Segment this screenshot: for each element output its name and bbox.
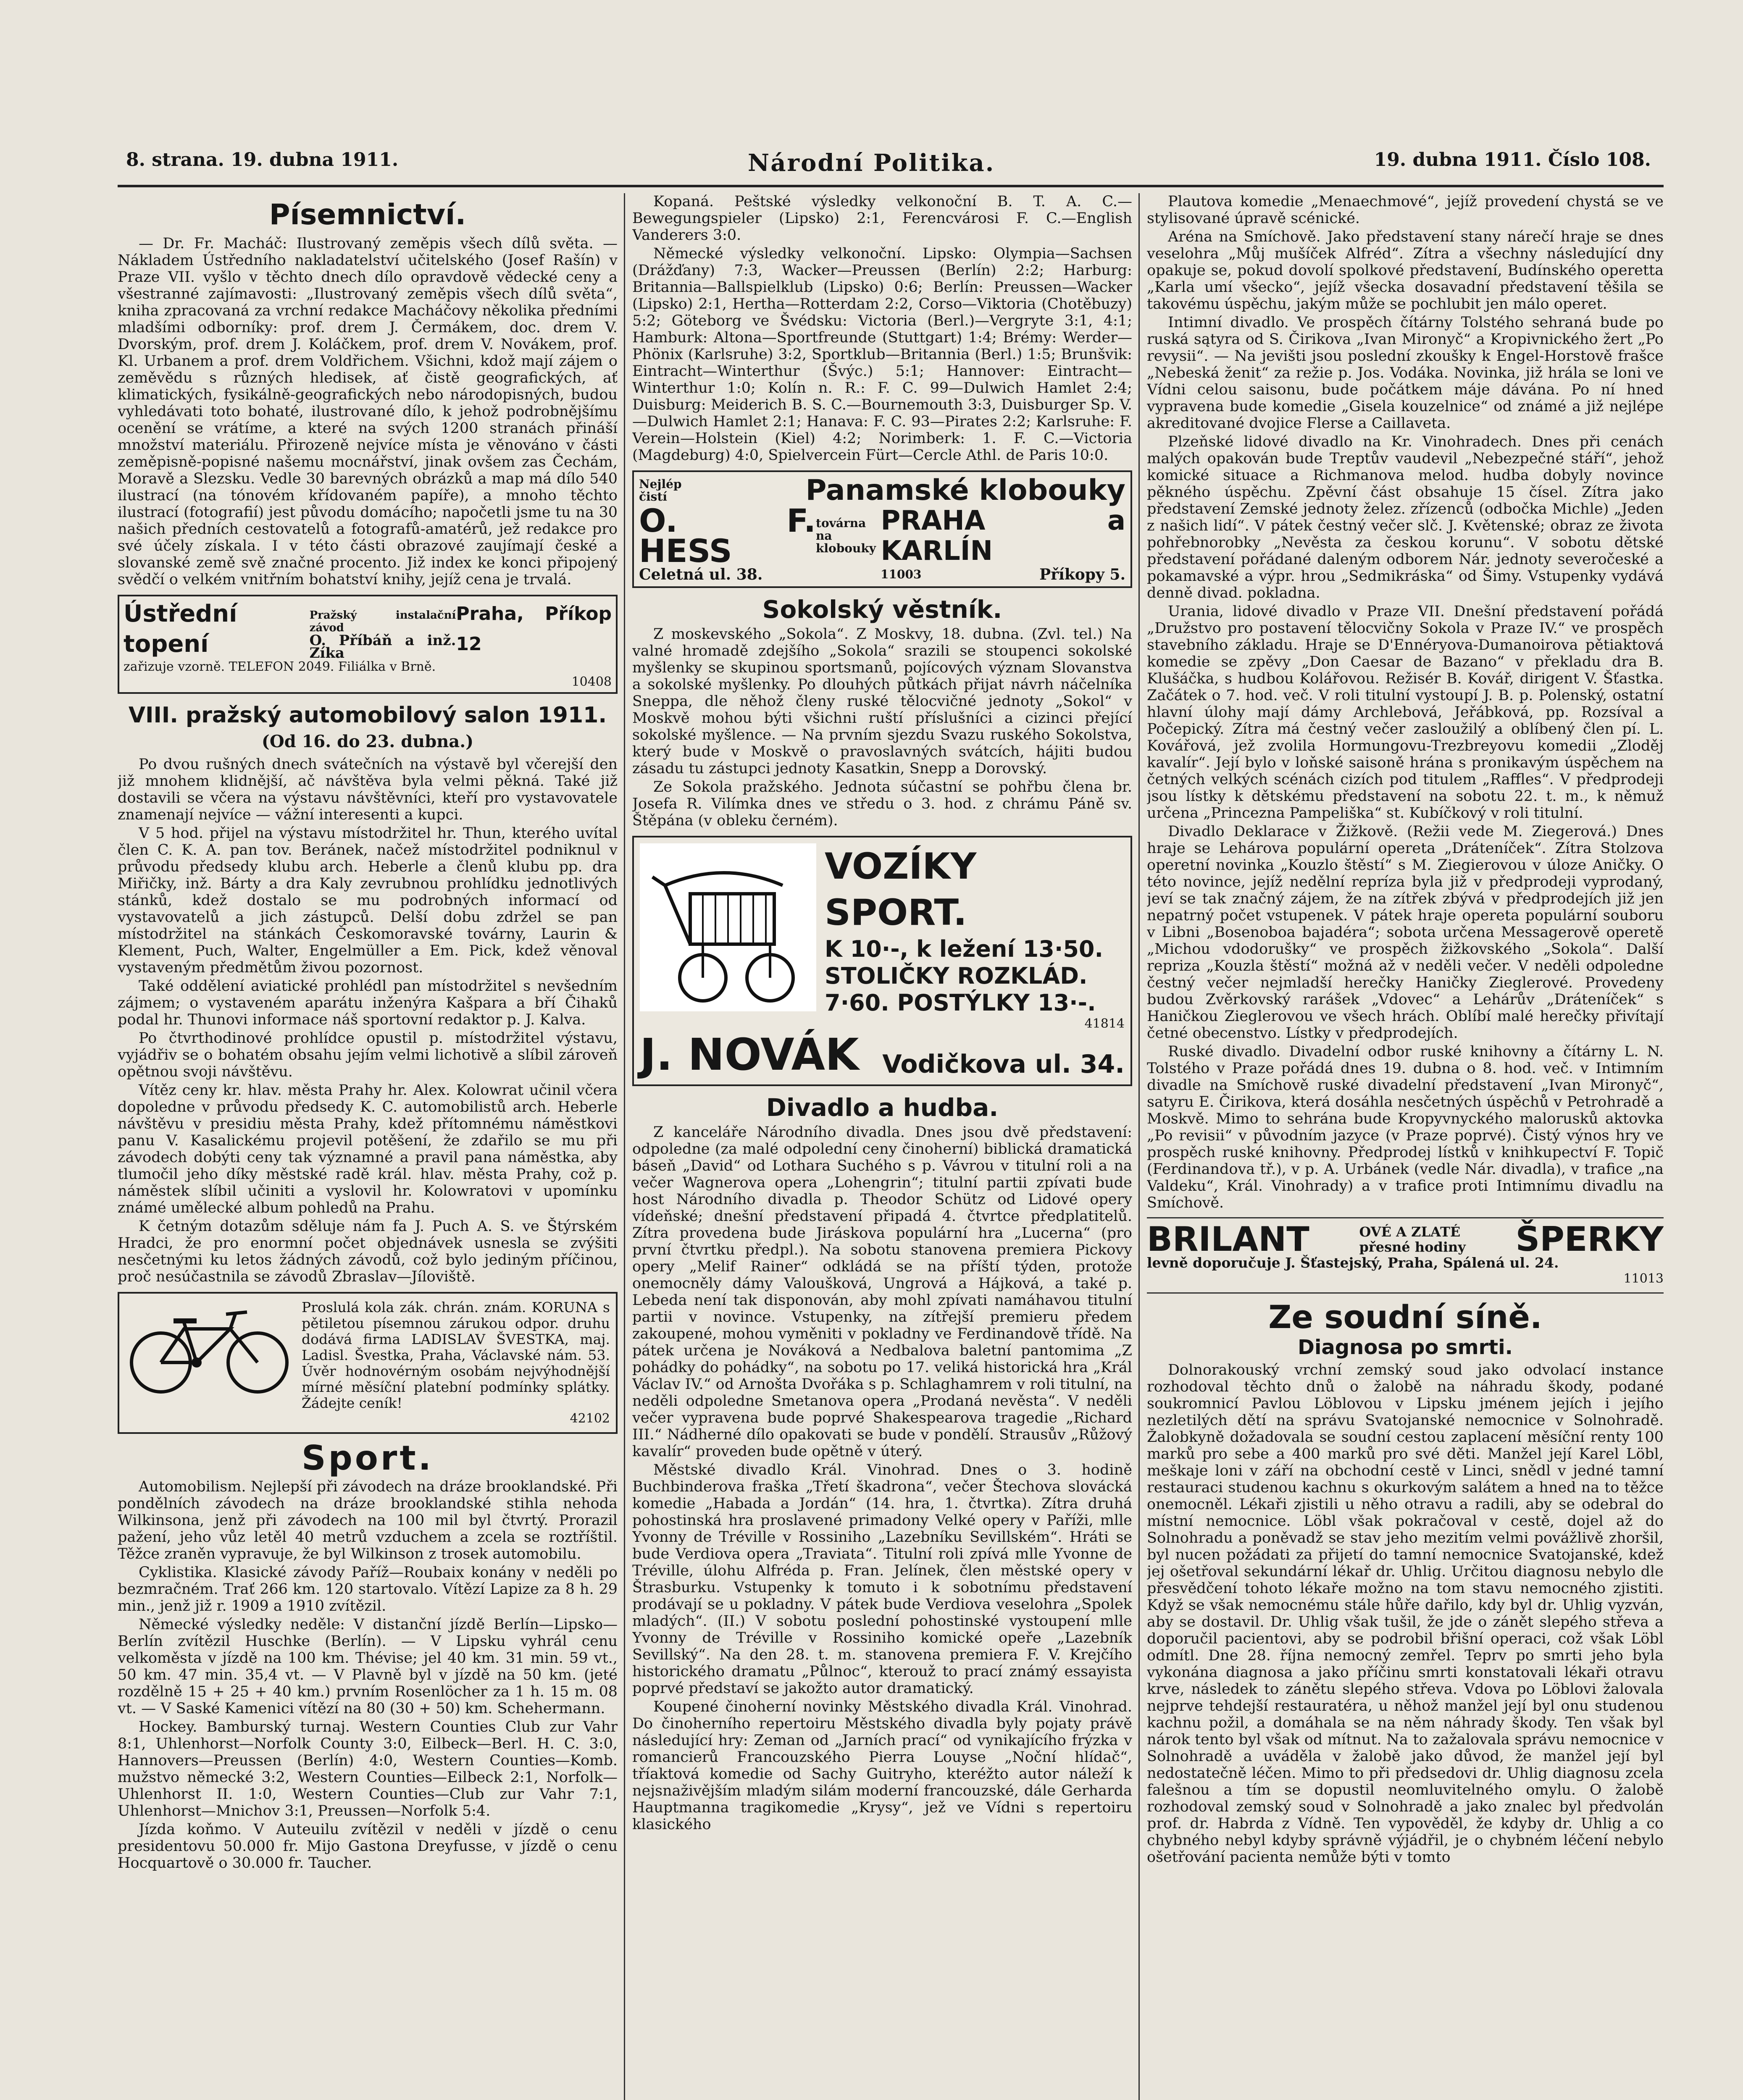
section-heading-pisemnictvi: Písemnictví. <box>269 198 466 231</box>
column-1 <box>118 193 618 2100</box>
pram-ad-number: 41814 <box>1084 1016 1125 1031</box>
hat-ad-number: 11003 <box>881 567 922 581</box>
brilant-ad-number: 11013 <box>1623 1271 1664 1286</box>
newspaper-page <box>118 145 1664 2100</box>
ad-voziky-sport <box>632 836 1132 1086</box>
article-paragraph: — Dr. Fr. Macháč: Ilustrovaný zeměpis všech dílů světa. — Nákladem Ústředního nakladatelství učitelského (Josef Rašín) v Praze VII. vyšlo v těchto dnech dílo opravdově vědecké ceny a všestranné zajímavosti: „Ilustrovaný zeměpis všech dílů světa“, kniha zpracovaná za vrchní redakce Macháčovy několika předními mladšími odborníky: prof. drem J. Čermákem, doc. drem V. Dvorským, prof. drem J. Koláčkem, prof. drem V. Novákem, prof. Kl. Urbanem a prof. drem Voldřichem. Všichni, kdož mají zájem o zeměvědu s různých hledisek, ať čistě geografických, ať klimatických, fysikálně-geografických nebo národopisných, budou vyhledávati toto bohaté, ilustrované dílo, k jehož podrobnějšímu ocenění se vrátíme, a které na svých 1200 stranách přináší množství materiálu. Přirozeně nejvíce místa je věnováno v části zeměpisně-popisné našemu mocnářství, jinak ovšem zas Čechám, Moravě a Slezsku. Vedle 30 barevných obrázků a map má dílo 540 ilustrací (na tónovém křídovaném papíře), a mnoho těchto ilustrací (fotografií) jest původu domácího; napočetli jsme tu na 30 našich předních cestovatelů a fotografů-amatérů, jež redakce pro své účely získala. I v této části obrazové zaujímají české a slovanské země svě značné procento. Již index ke konci připojený svědčí o velkém vnitřním bohatství knihy, jejíž cena je trvalá. <box>118 235 618 588</box>
pram-ad-price-1: K 10·-, k ležení 13·50. <box>825 936 1104 962</box>
hat-ad-top: Nejlép čistí <box>639 477 682 504</box>
article-paragraph: Cyklistika. Klasické závody Paříž—Roubaix konány v neděli po bezmračném. Trať 266 km. 120 startovalo. Vítězí Lapize za 8 h. 29 min., jenž již r. 1909 a 1910 zvítězil. <box>118 1564 618 1614</box>
column-divider-1 <box>624 193 625 2100</box>
header-right: 19. dubna 1911. Číslo 108. <box>1374 149 1651 171</box>
column-divider-2 <box>1138 193 1140 2100</box>
article-paragraph: Také oddělení aviatické prohlédl pan místodržitel s nevšedním zájmem; o vystaveném aparátu inženýra Kašpara a bří Čihaků podal hr. Thunovi informace náš sportovní redaktor p. J. Kalva. <box>118 978 618 1028</box>
hat-ad-city: PRAHA a KARLÍN <box>881 505 1125 567</box>
article-paragraph: Ruské divadlo. Divadelní odbor ruské knihovny a čítárny L. N. Tolstého v Praze pořádá dnes 19. dubna o 8. hod. več. v Intimním divadle na Smíchově ruské divadelní představení „Ivan Mironyč“, satyru E. Čirikova, která dosáhla nesčetných úspěchů v Petrohradě a Moskvě. Mimo to sehrána bude Kropyvnyckého malorusků aktovka „Po revisii“ v původním jazyce (v Praze poprvé). Čistý výnos hry ve prospěch ruské knihovny. Předprodej lístků v knihkupectví F. Topič (Ferdinandova tř.), v p. A. Urbánek (vedle Nár. divadla), v trafice „na Valdeku“, Král. Vinohrady) a v trafice proti Intimnímu divadlu na Smíchově. <box>1147 1043 1664 1211</box>
section-heading-soudni: Ze soudní síně. <box>1268 1298 1542 1336</box>
brilant-ad-line: levně doporučuje J. Šťastejský, Praha, Spálená ul. 24. <box>1147 1255 1559 1271</box>
article-paragraph: V 5 hod. přijel na výstavu místodržitel hr. Thun, kterého uvítal člen C. K. A. pan tov. Beránek, načež místodržitel podniknul v průvodu předsedy klubu arch. Heberle a členů klubu pp. dra Miřičky, inž. Bárty a dra Kaly zevrubnou prohlídku jednotlivých stánků, kdež dostalo se mu podrobných informací od vystavovatelů a jich zástupců. Delší dobu zdržel se pan místodržitel na stánkách Českomoravské továrny, Laurin & Klement, Puch, Walter, Engelmüller a Em. Pick, kdež věnoval vystaveným předmětům živou pozornost. <box>118 825 618 976</box>
brilant-ad-mid-1: OVÉ A ZLATÉ <box>1359 1224 1461 1240</box>
brilant-ad-right: ŠPERKY <box>1515 1220 1664 1259</box>
column-3 <box>1147 193 1664 2100</box>
article-paragraph: Městské divadlo Král. Vinohrad. Dnes o 3. hodině Buchbinderova fraška „Třetí škadrona“, večer Štechova slovácká komedie „Habada a Jordán“ (14. hra, 1. čtvrtka). Zítra druhá pohostinská hra proslavené primadony Velké opery v Paříži, mlle Yvonny de Tréville v Rossiniho „Lazebníku Sevillském“. Hráti se bude Verdiova opera „Traviata“. Titulní roli zpívá mlle Yvonne de Tréville, úlohu Alfréda p. Fran. Jelínek, člen městské opery v Štrasburku. Vstupenky k tomuto i k sobotnímu představení prodávají se u pokladny. V pátek bude Verdiova veselohra „Spolek mladých“. (II.) V sobotu poslední pohostinské vystoupení mlle Yvonny de Tréville v Rossiniho komické opeře „Lazebník Sevillský“. Na den 28. t. m. stanovena premiera F. V. Krejčího historického dramatu „Půlnoc“, kterouž to prací známý essayista poprvé představí se jakožto autor dramatický. <box>632 1462 1132 1697</box>
ad-subtitle: Pražský instalační závod <box>309 609 456 634</box>
section-heading-sport: Sport. <box>302 1438 434 1478</box>
pram-ad-company: J. NOVÁK <box>640 1029 859 1080</box>
section-heading-divadlo: Divadlo a hudba. <box>766 1093 999 1122</box>
pram-ad-address: Vodičkova ul. 34. <box>882 1050 1125 1079</box>
masthead-title: Národní Politika. <box>748 149 995 177</box>
ad-panamske-klobouky <box>632 470 1132 588</box>
page-header <box>118 145 1664 178</box>
ad-number: 10408 <box>571 675 612 689</box>
article-paragraph: Německé výsledky velkonoční. Lipsko: Olympia—Sachsen (Drážďany) 7:3, Wacker—Preussen (Berlín) 2:2; Harburg: Britannia—Ballspielklub (Lipsko) 0:6; Berlín: Preussen—Wacker (Lipsko) 2:1, Hertha—Rotterdam 2:2, Corso—Viktoria (Chotěbuzy) 5:2; Göteborg ve Švédsku: Victoria (Berl.)—Vergryte 3:1, 4:1; Hamburk: Altona—Sportfreunde (Stuttgart) 1:4; Brémy: Werder—Phönix (Karlsruhe) 3:2, Sportklub—Britannia (Berl.) 1:5; Brunšvik: Eintracht—Winterthur (Švýc.) 5:1; Hannover: Eintracht—Winterthur 1:0; Kolín n. R.: F. C. 99—Dulwich Hamlet 2:4; Duisburg: Meiderich B. S. C.—Bournemouth 3:3, Duisburger Sp. V.—Dulwich Hamlet 2:1; Hanava: F. C. 93—Pirates 2:2; Karlsruhe: F. Verein—Holstein (Kiel) 4:2; Norimberk: 1. F. C.—Victoria (Magdeburg) 4:0, Spielvercein Fürt—Cercle Athl. de Paris 10:0. <box>632 245 1132 464</box>
article-paragraph: Automobilism. Nejlepší při závodech na dráze brooklandské. Při pondělních závodech na dráze brooklandské stihla nehoda Wilkinsona, jenž při závodech na 100 mil byl čtvrtý. Prorazil pažení, jeho vůz letěl 40 metrů vzduchem a zcela se roztříštil. Těžce zraněn vypravuje, že byl Wilkinson z trosek automobilu. <box>118 1478 618 1562</box>
article-paragraph: Urania, lidové divadlo v Praze VII. Dnešní představení pořádá „Družstvo pro postavení tělocvičny Sokola v Praze IV.“ ve prospěch stavebního základu. Hraje se D'Ennéryova-Dumanoirova pětiaktová komedie se zpěvy „Don Caesar de Bazano“ v překladu dra B. Klušáčka, s hudbou Kolářovou. Režisér B. Kovář, dirigent V. Šťastka. Začátek o 7. hod. več. V roli titulní vystoupí J. B. p. Polenský, ostatní hlavní úlohy mají dámy Archlebová, Jeřábková, pp. Rozsíval a Počepický. Zítra má čestný večer zasloužilý a oblíbený člen pí. L. Kovářová, jež zvolila Hormungovu-Trezbreyovu komedii „Zloděj kavalír“. Její bylo v loňské saisoně hrána s pronikavým úspěchem na četných velkých scénách cizích pod titulem „Raffles“. V předprodeji jsou lístky k dětskému představení na sobotu 22. t. m., k němuž určena „Princezna Pampeliška“ st. Kubíčkový v roli titulní. <box>1147 603 1664 822</box>
brilant-ad-left: BRILANT <box>1147 1220 1309 1259</box>
article-paragraph: Hockey. Bamburský turnaj. Western Counties Club zur Vahr 8:1, Uhlenhorst—Norfolk County 3:0, Eilbeck—Berl. H. C. 3:0, Hannovers—Preussen (Berlín) 4:0, Western Counties—Komb. mužstvo německé 3:2, Western Counties—Eilbeck 2:1, Norfolk—Uhlenhorst II. 1:0, Western Counties—Club zur Vahr 7:1, Uhlenhorst—Mnichov 3:1, Preussen—Norfolk 5:4. <box>118 1719 618 1819</box>
bike-ad-number: 42102 <box>570 1411 610 1426</box>
hat-ad-mid: továrna na klobouky <box>816 516 876 555</box>
hat-ad-address-2: Příkopy 5. <box>1039 566 1125 583</box>
ad-title: Ústřední topení <box>124 600 237 658</box>
pram-illustration <box>640 843 816 1011</box>
ad-address: Praha, Příkop 12 <box>456 603 612 655</box>
article-paragraph: Po čtvrthodinové prohlídce opustil p. místodržitel výstavu, vyjádřiv se o bohatém obsahu jejím velmi lichotivě a slíbil zároveň opětnou svoji návštěvu. <box>118 1030 618 1080</box>
ad-ustredni-topeni <box>118 595 618 694</box>
article-paragraph: Plautova komedie „Menaechmové“, jejíž provedení chystá se ve stylisované úpravě scénické. <box>1147 193 1664 227</box>
article-paragraph: Kopaná. Peštské výsledky velkonoční B. T. A. C.—Bewegungspieler (Lipsko) 2:1, Ferencvárosi F. C.—English Vanderers 3:0. <box>632 193 1132 244</box>
header-rule <box>118 185 1664 187</box>
article-paragraph: Aréna na Smíchově. Jako představení stany nárečí hraje se dnes veselohra „Můj mušíček Alfréd“. Zítra a všechny následující dny opakuje se, pokud dovolí spolkové představení, Budínského operetta „Karla umí všecko“, jejíž všecka dosavadní představení těšila se takovému úspěchu, jakým může se pochlubit jen málo operet. <box>1147 228 1664 312</box>
section-heading-salon: VIII. pražský automobilový salon 1911. <box>128 703 607 728</box>
article-paragraph: Jízda koňmo. V Auteuilu zvítězil v neděli v jízdě o cenu presidentovu 50.000 fr. Mijo Gastona Dreyfusse, v jízdě o cenu Hocquartově o 30.000 fr. Taucher. <box>118 1821 618 1872</box>
pram-ad-price-2: STOLIČKY ROZKLÁD. <box>825 963 1088 989</box>
pram-ad-price-3: 7·60. POSTÝLKY 13·-. <box>825 990 1096 1016</box>
article-paragraph: Po dvou rušných dnech svátečních na výstavě byl včerejší den již mnohem klidnější, ač návštěva byla velmi pěkná. Také již dostavili se včera na výstavu návštěvníci, kteří pro vystavovatele znamenají nejvíce — vážní interesenti a kupci. <box>118 756 618 823</box>
article-paragraph: Vítěz ceny kr. hlav. města Prahy hr. Alex. Kolowrat učinil včera dopoledne v průvodu předsedy K. C. automobilistů arch. Heberle návštěvu v presidiu města Prahy, kdež přítomnému náměstkovi panu V. Kasalickému projevil potěšení, že zdařilo se mu při závodech dobýti ceny tak významné a pravil pana náměstka, aby tlumočil jeho díky městské radě král. hlav. města Prahy, což p. náměstek slíbil učiniti a vyslovil hr. Kolowratovi v upomínku známé umělecké album pohledů na Prahu. <box>118 1082 618 1216</box>
ad-contact-line: zařizuje vzorně. TELEFON 2049. Filiálka v Brně. <box>124 659 436 674</box>
article-paragraph: Koupené činoherní novinky Městského divadla Král. Vinohrad. Do činoherního repertoiru Městského divadla byly pojaty právě následující hry: Zeman od „Jarních prací“ od vynikajícího frýzka v romancierů Francouzského Pierra Louyse „Noční hlídač“, tříaktová komedie od Sachy Guitryho, kteréžto autor náleží k nejsnaživějším mladým silám moderní francouzské, dále Gerharda Hauptmanna tragikomedie „Krysy“, jež ve Vídni s repertoiru klasického <box>632 1698 1132 1833</box>
article-paragraph: Z moskevského „Sokola“. Z Moskvy, 18. dubna. (Zvl. tel.) Na valné hromadě zdejšího „Sokola“ srazili se stoupenci sokolské myšlenky se skupinou sportsmanů, pojícových význam Slovanstva a sokolské myšlenky. Po dlouhých půtkách přijat návrh náčelníka Sneppa, dle něhož členy ruské tělocvičné jednoty „Sokol“ v Moskvě mohou býti všichni ruští příslušníci a cizinci přející sokolské myšlence. — Na prvním sjezdu Svazu ruského Sokolstva, který bude v Moskvě o pravoslavných svátcích, hájiti budou zásadu tu zástupci jednoty Kasatkin, Snepp a Dorovský. <box>632 626 1132 777</box>
article-paragraph: K četným dotazům sděluje nám fa J. Puch A. S. ve Štýrském Hradci, že pro enormní počet objednávek usnesla se zvýšiti nesčetnými ku letos žádných závodů, což bylo jediným příčinou, proč nesúčastnila se závodů Zbraslav—Jíloviště. <box>118 1218 618 1285</box>
section-heading-sokolsky: Sokolský věstník. <box>762 595 1002 624</box>
section-subheading-diagnosa: Diagnosa po smrti. <box>1298 1336 1513 1359</box>
ad-bicycle-koruna <box>118 1292 618 1434</box>
ad-company: O. Příbáň a inž. Zíka <box>309 632 456 662</box>
separator <box>1147 1217 1664 1218</box>
bicycle-illustration <box>125 1299 293 1396</box>
separator <box>1147 1292 1664 1294</box>
pram-ad-title: VOZÍKY SPORT. <box>825 845 977 934</box>
article-paragraph: Plzeňské lidové divadlo na Kr. Vinohradech. Dnes při cenách malých opakován bude Treptův vaudevil „Nebezpečné stáří“, jehož komické situace a Richmanova melod. hudba dobyly novince pěkného úspěchu. Zpěvní část obsahuje 15 čísel. Zítra jako představení Zemské jednoty želez. zřízenců (odbočka Michle) „Jeden z našich lidí“. V pátek čestný večer slč. J. Květenské; obraz ze života pohřebnorobky „Nevěsta za českou korunu“. V sobotu dětské představení pořádané daleným odborem Nár. jednoty severočeské a pokamavské a výpr. hrou „Sedmikráska“ od Šimy. Vstupenky vydává denně divad. pokladna. <box>1147 433 1664 601</box>
section-subheading-dates: (Od 16. do 23. dubna.) <box>261 732 474 751</box>
article-paragraph: Ze Sokola pražského. Jednota súčastní se pohřbu člena br. Josefa R. Vilímka dnes ve středu o 3. hod. z chrámu Páně sv. Štěpána (v obleku černém). <box>632 779 1132 829</box>
article-paragraph: Divadlo Deklarace v Žižkově. (Režii vede M. Ziegerová.) Dnes hraje se Lehárova populární opereta „Dráteníček“. Zítra Stolzova operetní novinka „Kouzlo štěstí“ s M. Ziegierovou v úloze Aničky. O této novince, jejíž nedělní repríza byla již v předprodeji vyprodaný, jeví se tak značný zájem, že na zítřek zbývá v předprodejích již jen nepatrný počet vstupenek. V pátek hraje opereta populární souboru v Libni „Bosenoboa bajadéra“; sobota určena Messagerově operetě „Michou vdodorušky“ ve prospěch žižkovského „Sokola“. Další repriza „Kouzla štěstí“ možná až v neděli večer. V neděli odpoledne čestný večer nejmladší herečky Haničky Zieglerové. Provedeny budou Zvěrkovský rarášek „Vdovec“ a Lehárův „Dráteníček“ s Haničkou Zieglerovou ve všech hrách. Oblíbí malé herečky přivítají četné obecenstvo. Lístky v předprodejích. <box>1147 823 1664 1042</box>
hat-ad-address-1: Celetná ul. 38. <box>639 566 763 583</box>
article-paragraph: Z kanceláře Národního divadla. Dnes jsou dvě představení: odpoledne (za malé odpolední ceny činoherní) biblická dramatická báseň „David“ od Lothara Suchého s p. Vávrou v titulní roli a na večer Wagnerova opera „Lohengrin“; titulní partii zpívati bude host Národního divadla p. Theodor Schütz od Lidové opery vídeňské; dnešní představení připadá 4. čtvrtce předplatitelů. Zítra provedena bude Jiráskova populární hra „Lucerna“ (pro první čtvrtku předpl.). Na sobotu stanovena premiera Pickovy opery „Melif Rainer“ odkládá se na příští týden, protože onemocněly dámy Valoušková, Ungrová a Hájková, a také p. Lebeda není tak disponován, aby mohl zpívati namáhavou titulní partii v novince. Vstupenky, na zítřejší premieru předem zakoupené, mohou vyměniti v pokladny ve Ferdinandově třídě. Na pátek určena je Nováková a Nedbalova baletní pantomima „Z pohádky do pohádky“, na sobotu po 17. veliká historická hra „Král Václav IV.“ od Arnošta Dvořáka s p. Schlaghamrem v roli titulní, na neděli odpoledne Smetanova opera „Prodaná nevěsta“. V neděli večer vypravena bude poprvé Shakespearova tragedie „Richard III.“ Nádherné dílo opakovati se bude v pondělí. Strausův „Růžový kavalír“ proveden bude opětně v úterý. <box>632 1124 1132 1460</box>
article-paragraph: Německé výsledky neděle: V distanční jízdě Berlín—Lipsko—Berlín zvítězil Huschke (Berlín). — V Lipsku vyhrál cenu velkoměsta v jízdě na 100 km. Thévise; jel 40 km. 31 min. 59 vt., 50 km. 47 min. 35,4 vt. — V Plavně byl v jízdě na 50 km. (jeté rozdělně 15 + 25 + 40 km.) prvním Rosenlöcher za 1 h. 15 m. 08 vt. — V Saské Kamenici vítězí na 80 (30 + 50) km. Schehermann. <box>118 1616 618 1717</box>
ad-brilant-sperky <box>1147 1220 1664 1286</box>
brilant-ad-mid-2: přesné hodiny <box>1359 1239 1466 1255</box>
article-paragraph: Intimní divadlo. Ve prospěch čítárny Tolstého sehraná bude po ruská sątyra od S. Čirikova „Ivan Mironyč“ a Kropivnického žert „Po revysii“. — Na jevišti jsou poslední zkoušky k Engel-Horstově frašce „Nebeská ženit“ za režie p. Jos. Vodáka. Novinka, již hrála se loni ve Vídni celou saisonu, bude počátkem máje dávána. Po ní hned vypravena bude komedie „Gisela kouzelnice“ od známé a již nejlépe akreditované dvojice Flerse a Caillaveta. <box>1147 314 1664 432</box>
header-left: 8. strana. 19. dubna 1911. <box>126 149 399 171</box>
hat-ad-title: Panamské klobouky <box>805 474 1125 507</box>
hat-ad-name: O. F. HESS <box>639 502 816 570</box>
bike-ad-text: Proslulá kola zák. chrán. znám. KORUNA s pětiletou písemnou zárukou odpor. druhu dodává firma LADISLAV ŠVESTKA, maj. Ladisl. Švestka, Praha, Václavské nám. 53. Úvěr hodnovérným osobám nejvýhodnější mírné měsíční platební podmínky splátky. Žádejte ceník! <box>302 1299 610 1411</box>
article-paragraph: Dolnorakouský vrchní zemský soud jako odvolací instance rozhodoval těchto dnů o žalobě na náhradu škody, podané soukromnicí Pavlou Löblovou v Lipsku jménem jejích i jejího nezletilých dětí na správu Svatojanské nemocnice v Solnohradě. Žalobkyně dožadovala se soudní cestou zaplacení měsíční renty 100 marků pro sebe a 400 marků pro své děti. Manžel její Karel Löbl, meškaje loni v září na obchodní cestě v Linci, snědl v jedné tamní restauraci studenou kachnu s okurkovým salátem a hned na to těžce onemocněl. Lékaři zjistili u něho otravu a radili, aby se odebral do místní nemocnice. Löbl však pokračoval v cestě, dojel až do Solnohradu a poněvadž se stav jeho mezitím velmi povážlivě zhoršil, byl nucen požádati za přijetí do tamní nemocnice Svatojanské, kdež jej ošetřoval sekundární lékař dr. Uhlig. Určitou diagnosu nebylo dle přesvědčení tohoto lékaře možno na tom stavu nemocného zjistiti. Když se však nemocnému stále hůře dařilo, kdy byl dr. Uhlig vyzván, aby se dostavil. Dr. Uhlig však tušil, že jde o zánět slepého střeva a doporučil pacientovi, aby se podrobil břišní operaci, což však Löbl odmítl. Dne 28. října nemocný zemřel. Teprv po smrti jeho byla vykonána diagnosa a jako příčinu smrti konstatovali lékaři otravu krve, následek to zánětu slepého střeva. Vdova po Löblovi žalovala nejprve tehdejší restauratéra, u něhož manžel její byl onu studenou kachnu požil, a domáhala se na něm náhrady škody. Ten však byl nárok tento byl však od mítnut. Na to zažalovala správu nemocnice v Solnohradě a uváděla v žalobě jako důvod, že manžel její byl nedostatečně léčen. Mimo to při předsedovi dr. Uhlig diagnosu zcela falešnou a tím se dopustil neomluvitelného omylu. O žalobě rozhodoval zemský soud v Solnohradě a jako znalec byl předvolán prof. dr. Habrda z Vídně. Ten vypověděl, že kdyby dr. Uhlig a co chybného nebyl kdyby správně výjádřil, je o chybném léčení nebylo ošetřování pacienta nemůže býti v tomto <box>1147 1362 1664 1866</box>
column-2 <box>632 193 1132 2100</box>
